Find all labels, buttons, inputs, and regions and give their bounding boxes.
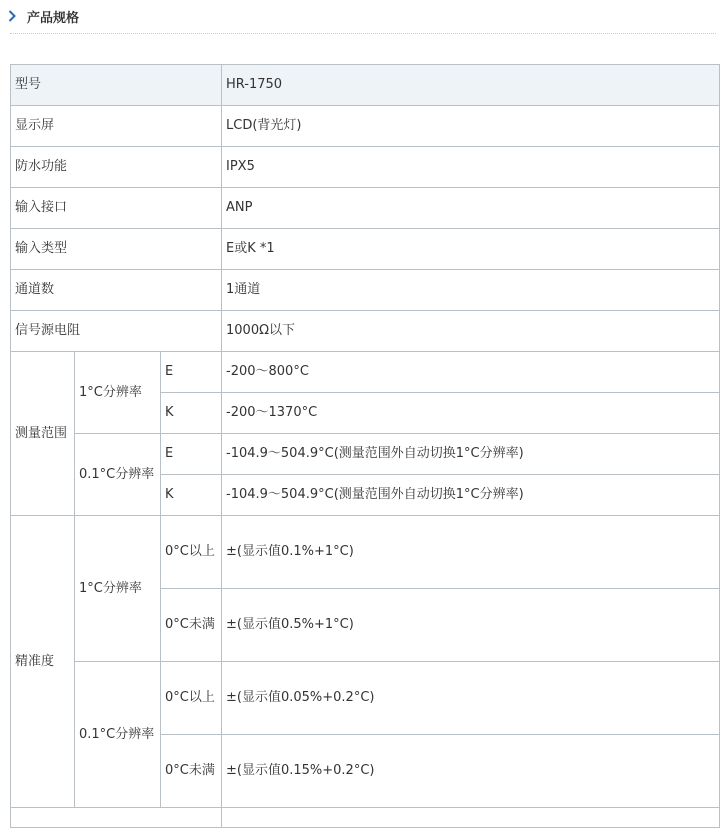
section-title: 产品规格 — [27, 10, 80, 26]
table-row — [11, 516, 720, 589]
spec-label: 输入类型 — [11, 229, 222, 270]
table-row — [11, 106, 720, 147]
spec-label: 防水功能 — [11, 147, 222, 188]
condition-cell: 0°C未满 — [161, 589, 222, 662]
condition-cell: 0°C以上 — [161, 662, 222, 735]
spec-value: HR-1750 — [222, 65, 720, 106]
table-row — [11, 434, 720, 475]
table-row — [11, 147, 720, 188]
table-row — [11, 188, 720, 229]
spec-label: 通道数 — [11, 270, 222, 311]
spec-value: E或K *1 — [222, 229, 720, 270]
table-row — [11, 229, 720, 270]
accuracy-value: ±(显示值0.05%+0.2°C) — [222, 662, 720, 735]
condition-cell: 0°C以上 — [161, 516, 222, 589]
chevron-right-icon — [8, 10, 17, 22]
spec-value: LCD(背光灯) — [222, 106, 720, 147]
table-row — [11, 662, 720, 735]
range-value: -104.9～504.9°C(测量范围外自动切换1°C分辨率) — [222, 475, 720, 516]
spec-label: 信号源电阻 — [11, 311, 222, 352]
spec-value: IPX5 — [222, 147, 720, 188]
divider — [10, 33, 716, 34]
range-value: -104.9～504.9°C(测量范围外自动切换1°C分辨率) — [222, 434, 720, 475]
accuracy-label: 精准度 — [11, 516, 75, 808]
accuracy-value: ±(显示值0.1%+1°C) — [222, 516, 720, 589]
table-row — [11, 311, 720, 352]
spec-value: 1000Ω以下 — [222, 311, 720, 352]
spec-value: 1通道 — [222, 270, 720, 311]
spec-label: 显示屏 — [11, 106, 222, 147]
table-row — [11, 270, 720, 311]
accuracy-resolution-label: 1°C分辨率 — [75, 516, 161, 662]
input-type-cell: K — [161, 393, 222, 434]
spec-label: 输入接口 — [11, 188, 222, 229]
table-row — [11, 65, 720, 106]
table-row — [11, 352, 720, 393]
spec-label: 型号 — [11, 65, 222, 106]
range-value: -200～800°C — [222, 352, 720, 393]
section-header — [8, 6, 79, 26]
range-label: 测量范围 — [11, 352, 75, 516]
input-type-cell: E — [161, 352, 222, 393]
input-type-cell: K — [161, 475, 222, 516]
input-type-cell: E — [161, 434, 222, 475]
range-resolution-label: 1°C分辨率 — [75, 352, 161, 434]
accuracy-value: ±(显示值0.15%+0.2°C) — [222, 735, 720, 808]
spec-table — [10, 64, 720, 828]
range-value: -200～1370°C — [222, 393, 720, 434]
accuracy-value: ±(显示值0.5%+1°C) — [222, 589, 720, 662]
spec-value: ANP — [222, 188, 720, 229]
accuracy-resolution-label: 0.1°C分辨率 — [75, 662, 161, 808]
range-resolution-label: 0.1°C分辨率 — [75, 434, 161, 516]
condition-cell: 0°C未满 — [161, 735, 222, 808]
